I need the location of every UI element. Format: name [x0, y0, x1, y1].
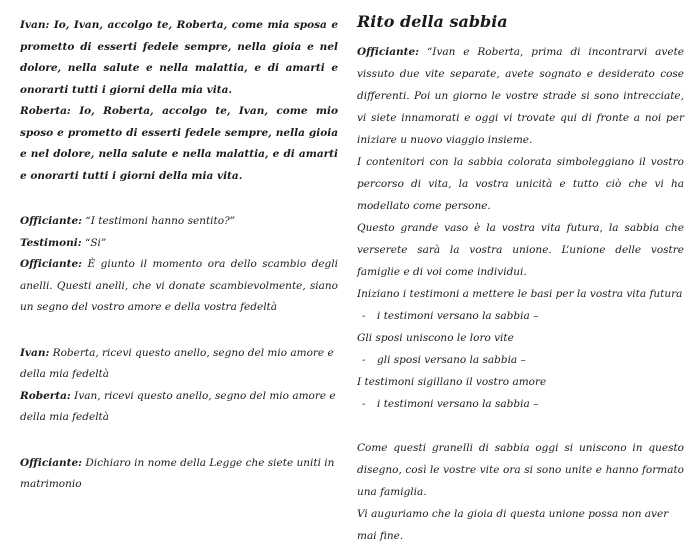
speaker-label: Roberta:	[20, 105, 71, 117]
paragraph-sand-intro	[357, 41, 684, 151]
speaker-label: Officiante:	[20, 215, 83, 227]
paragraph-text: Iniziano i testimoni a mettere le basi per la vostra vita futura	[357, 288, 683, 300]
vow-paragraph-roberta	[20, 101, 338, 187]
list-item-text: gli sposi versano la sabbia –	[377, 354, 526, 366]
paragraph-text: È giunto il momento ora dello scambio degli anelli. Questi anelli, che vi donate scambievolmente, siano un segno del vostro amore e della vostra fedeltà	[20, 258, 338, 313]
list-dash: -	[362, 354, 366, 366]
declaration-line	[20, 453, 338, 496]
list-dash: -	[362, 398, 366, 410]
speaker-label: Officiante:	[20, 258, 83, 270]
paragraph-text: Gli sposi uniscono le loro vite	[357, 332, 514, 344]
paragraph-text: I contenitori con la sabbia colorata simboleggiano il vostro percorso di vita, la vostra unicità e tutto ciò che vi ha modellato come persone.	[357, 156, 684, 212]
paragraph-text: Ivan, ricevi questo anello, segno del mio amore e della mia fedeltà	[20, 389, 336, 423]
paragraph-text: I testimoni sigillano il vostro amore	[357, 376, 547, 388]
paragraph-grains-unite	[357, 437, 684, 503]
speaker-label: Ivan:	[20, 19, 50, 31]
speaker-label: Testimoni:	[20, 236, 82, 249]
paragraph-text: Vi auguriamo che la gioia di questa unione possa non aver mai fine.	[357, 508, 669, 542]
list-dash: -	[362, 310, 366, 322]
paragraph-text: Questo grande vaso è la vostra vita futura, la sabbia che verserete sarà la vostra unione. L’unione delle vostre famiglie e di voi come individui.	[357, 222, 684, 278]
paragraph-text: “Ivan e Roberta, prima di incontrarvi avete vissuto due vite separate, avete sognato e desiderato cose differenti. Poi un giorno le vostre strade si sono intrecciate, vi siete innamorati e oggi vi trovate qui di fronte a noi per iniziare u nuovo viaggio insieme.	[357, 46, 685, 146]
stage-direction-witnesses-seal	[357, 371, 684, 393]
list-item-witnesses-pour-2	[357, 393, 684, 415]
speaker-label: Officiante:	[357, 46, 420, 58]
paragraph-closing-wish	[357, 503, 684, 547]
paragraph-containers	[357, 151, 684, 217]
dialogue-testimoni-answer	[20, 233, 338, 255]
section-title: Rito della sabbia	[357, 12, 508, 31]
dialogue-officiante-question	[20, 211, 338, 233]
list-item-text: i testimoni versano la sabbia –	[377, 310, 539, 322]
paragraph-text: Roberta, ricevi questo anello, segno del mio amore e della mia fedeltà	[20, 346, 334, 380]
paragraph-text: Come questi granelli di sabbia oggi si uniscono in questo disegno, così le vostre vite ora si sono unite e hanno formato una famiglia.	[357, 442, 684, 498]
list-item-witnesses-pour-1	[357, 305, 684, 327]
page-right	[357, 10, 684, 547]
paragraph-text: Dichiaro in nome della Legge che siete uniti in matrimonio	[20, 456, 335, 490]
paragraph-vase	[357, 217, 684, 283]
vow-paragraph-ivan	[20, 15, 338, 101]
speaker-label: Officiante:	[20, 456, 83, 469]
stage-direction-witnesses-begin	[357, 283, 684, 305]
paragraph-text: Io, Ivan, accolgo te, Roberta, come mia sposa e prometto di esserti fedele sempre, nella gioia e nel dolore, nella salute e nella malattia, e di amarti e onorarti tutti i giorni della mia vita.	[20, 19, 339, 96]
list-item-text: i testimoni versano la sabbia –	[377, 398, 539, 410]
paragraph-ring-exchange	[20, 254, 338, 319]
list-item-spouses-pour	[357, 349, 684, 371]
stage-direction-spouses-unite	[357, 327, 684, 349]
speaker-label: Roberta:	[20, 389, 71, 402]
paragraph-text: “I testimoni hanno sentito?”	[85, 215, 236, 227]
ring-line-ivan	[20, 343, 338, 386]
paragraph-text: Io, Roberta, accolgo te, Ivan, come mio sposo e prometto di esserti fedele sempre, nella gioia e nel dolore, nella salute e nella malattia, e di amarti e onorarti tutti i giorni della mia vita.	[20, 105, 338, 182]
page-left	[20, 15, 338, 496]
paragraph-text: “Si”	[85, 236, 107, 249]
speaker-label: Ivan:	[20, 346, 50, 359]
ring-line-roberta	[20, 386, 338, 429]
